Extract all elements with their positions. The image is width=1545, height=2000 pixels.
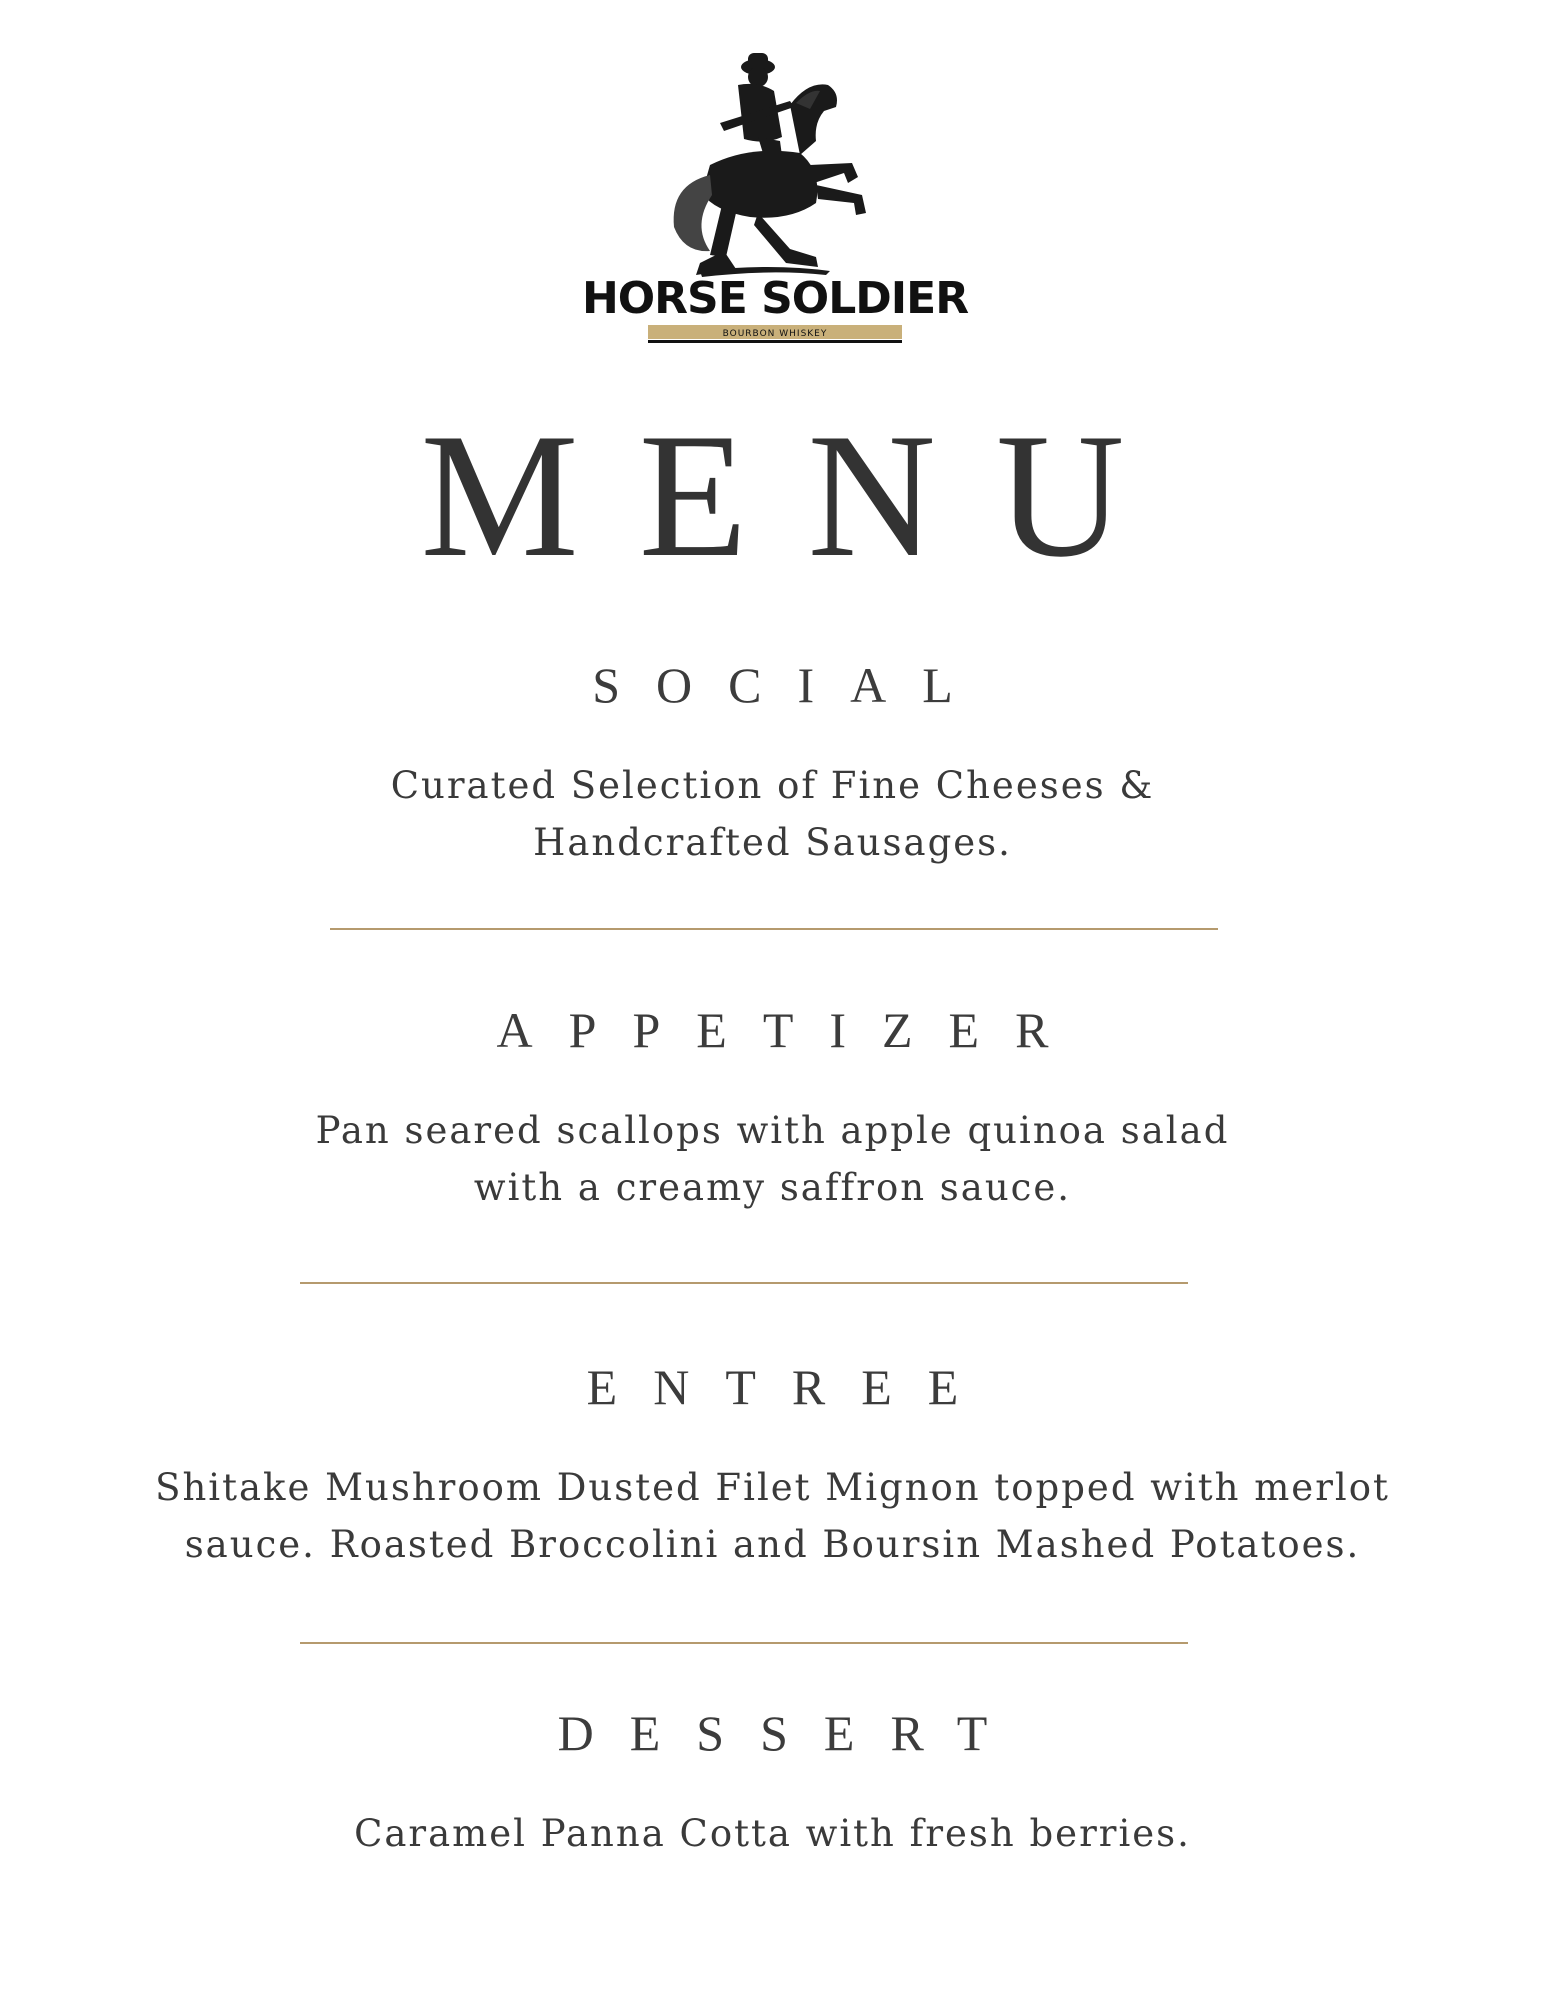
logo-wordmark: HORSE SOLDIER <box>581 273 969 324</box>
section-description-line: Handcrafted Sausages. <box>533 821 1012 864</box>
menu-section-entree <box>0 1357 1545 1573</box>
horse-and-rider-icon <box>581 45 969 360</box>
section-description-line: Curated Selection of Fine Cheeses & <box>390 764 1155 807</box>
section-heading: DESSERT <box>557 1705 1024 1761</box>
section-heading: SOCIAL <box>592 657 989 713</box>
logo-subtext: BOURBON WHISKEY <box>722 329 828 339</box>
section-heading: APPETIZER <box>496 1002 1085 1058</box>
section-heading: ENTREE <box>586 1359 995 1415</box>
section-description-line: Caramel Panna Cotta with fresh berries. <box>354 1812 1191 1855</box>
page-title: MENU <box>420 396 1185 594</box>
section-divider <box>300 1642 1188 1644</box>
section-divider <box>300 1282 1188 1284</box>
section-description-line: Pan seared scallops with apple quinoa salad <box>315 1109 1230 1152</box>
menu-section-appetizer <box>0 1000 1545 1216</box>
section-divider <box>330 928 1218 930</box>
horse-soldier-logo <box>581 45 969 360</box>
menu-section-social <box>0 655 1545 871</box>
section-description-line: with a creamy saffron sauce. <box>473 1166 1072 1209</box>
section-description-line: Shitake Mushroom Dusted Filet Mignon topped with merlot <box>155 1466 1390 1509</box>
menu-section-dessert <box>0 1703 1545 1862</box>
section-description-line: sauce. Roasted Broccolini and Boursin Mashed Potatoes. <box>184 1523 1361 1566</box>
